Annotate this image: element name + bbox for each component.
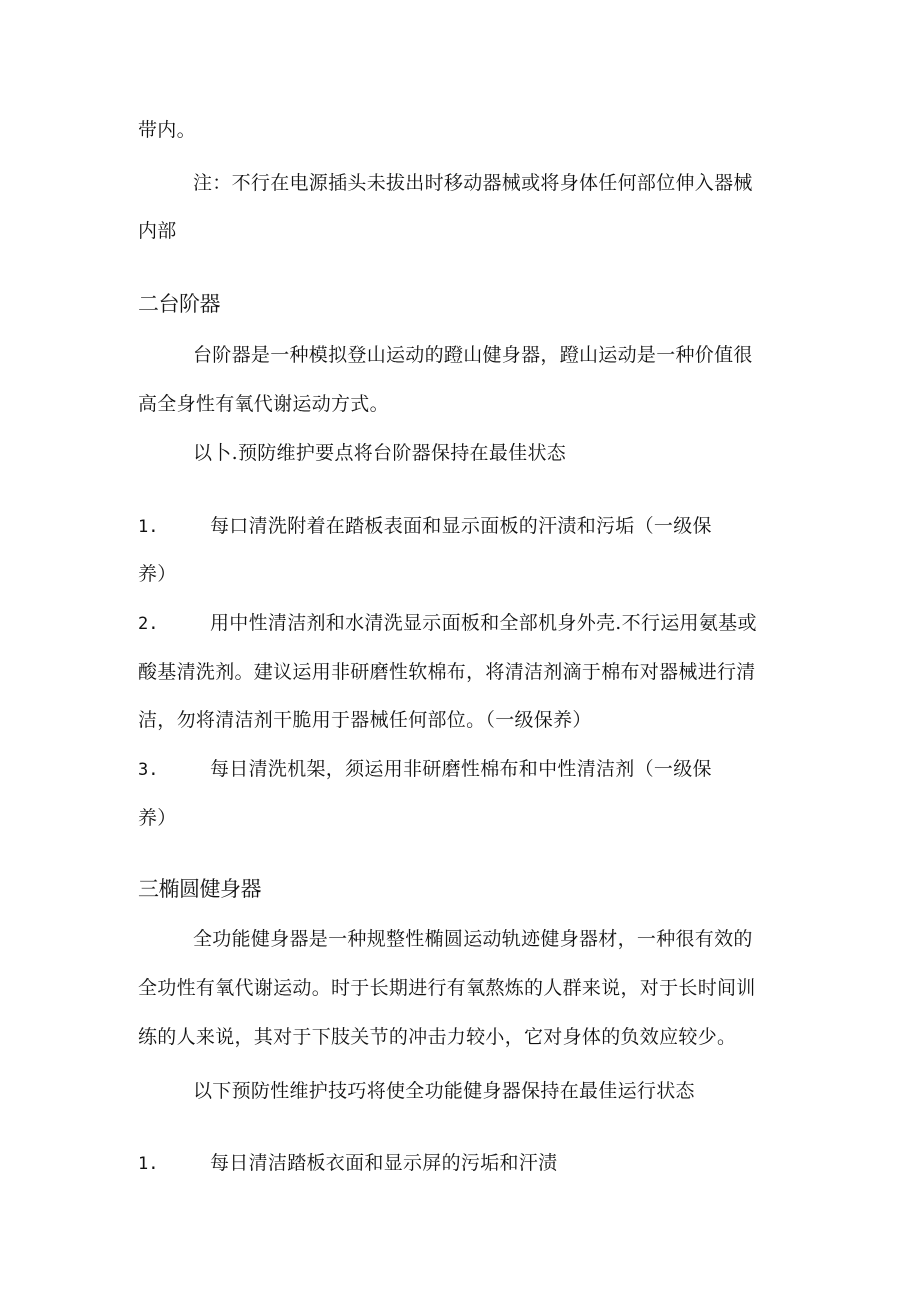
stepper-item-3-line1: 每日清洗机架，须运用非研磨性棉布和中性清洁剂（一级保	[210, 758, 712, 780]
note-line-1: 注：不行在电源插头未拔出时移动器械或将身体任何部位伸入器械	[193, 172, 753, 194]
stepper-item-1-line1: 每口清洗附着在踏板表面和显示面板的汗渍和污垢（一级保	[210, 515, 712, 537]
section-heading-elliptical: 三椭圆健身器	[138, 877, 261, 901]
elliptical-para1-line1: 全功能健身器是一种规整性椭圆运动轨迹健身器材，一种很有效的	[193, 928, 753, 950]
stepper-para1-line2: 高全身性有氧代谢运动方式。	[138, 393, 389, 415]
elliptical-item-1-line1: 每日清洁踏板衣面和显示屏的污垢和汗渍	[210, 1152, 558, 1174]
stepper-item-2-line1: 用中性清洁剂和水清洗显示面板和全部机身外壳.不行运用氨基或	[210, 612, 757, 634]
stepper-item-2-line2: 酸基清洗剂。建议运用非研磨性软棉布，将清洁剂滴于棉布对器械进行清	[138, 661, 756, 683]
stepper-item-2-number: 2.	[138, 614, 159, 634]
stepper-item-1-line2: 养）	[138, 563, 177, 585]
stepper-para1-line1: 台阶器是一种模拟登山运动的蹬山健身器，蹬山运动是一种价值很	[193, 344, 753, 366]
note-line-2: 内部	[138, 220, 177, 242]
stepper-item-1-number: 1.	[138, 517, 159, 537]
elliptical-para1-line3: 练的人来说，其对于下肢关节的冲击力较小，它对身体的负效应较少。	[138, 1026, 737, 1048]
elliptical-para1-line2: 全功性有氧代谢运动。时于长期进行有氧熬炼的人群来说，对于长时间训	[138, 977, 756, 999]
stepper-item-3-number: 3.	[138, 760, 159, 780]
stepper-item-3-line2: 养）	[138, 807, 177, 829]
stepper-item-2-line3: 洁，勿将清洁剂干脆用于器械任何部位。（一级保养）	[138, 709, 592, 731]
elliptical-para2: 以下预防性维护技巧将使全功能健身器保持在最佳运行状态	[193, 1080, 695, 1102]
continuation-text: 带内。	[138, 119, 196, 141]
section-heading-stepper: 二台阶器	[138, 292, 220, 316]
elliptical-item-1-number: 1.	[138, 1154, 159, 1174]
stepper-para2: 以卜.预防维护要点将台阶器保持在最佳状态	[193, 442, 567, 464]
